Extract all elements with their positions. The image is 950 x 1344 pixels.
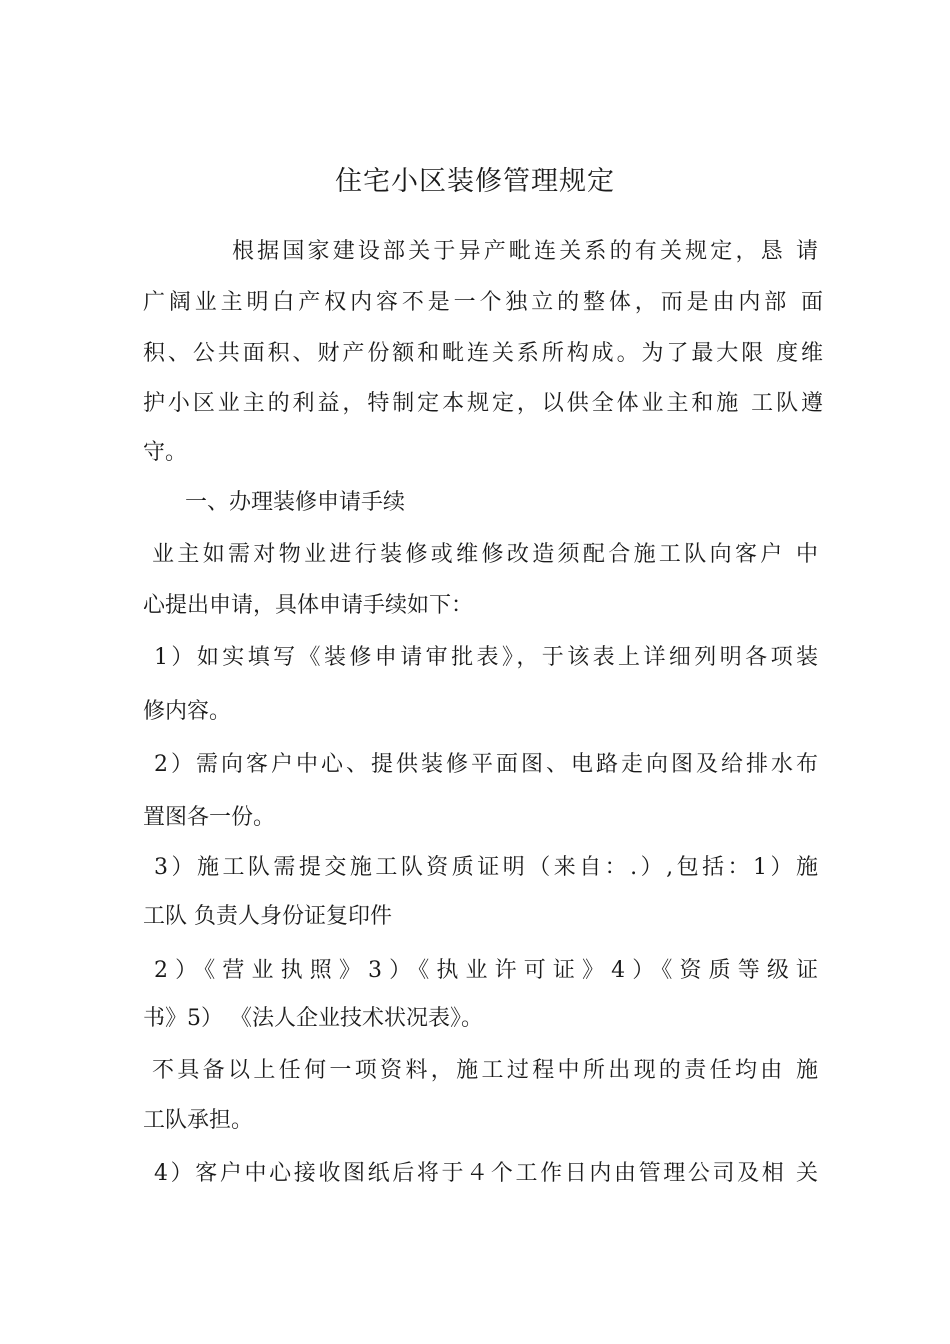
paragraph-line: 业主如需对物业进行装修或维修改造须配合施工队向客户 中 (152, 542, 818, 567)
list-item-line: 3）施工队需提交施工队资质证明（来自：.）,包括：1）施 (154, 855, 818, 880)
list-item-line: 4）客户中心接收图纸后将于４个工作日内由管理公司及相 关 (154, 1161, 818, 1186)
paragraph-line: 守。 (143, 440, 188, 465)
list-item-line: 修内容。 (143, 699, 232, 724)
list-item-line: 置图各一份。 (143, 805, 276, 830)
section-heading: 一、办理装修申请手续 (185, 490, 406, 515)
paragraph-line: 不具备以上任何一项资料，施工过程中所出现的责任均由 施 (152, 1058, 818, 1083)
paragraph-line: 积、公共面积、财产份额和毗连关系所构成。为了最大限 度维 (143, 341, 823, 366)
list-item-line: 2）《营业执照》3）《执业许可证》4）《资质等级证 (154, 958, 818, 983)
list-item-line: 1）如实填写《装修申请审批表》，于该表上详细列明各项装 (154, 645, 818, 670)
list-item-line: 2）需向客户中心、提供装修平面图、电路走向图及给排水布 (154, 752, 818, 777)
paragraph-line: 广阔业主明白产权内容不是一个独立的整体，而是由内部 面 (143, 290, 823, 315)
document-title: 住宅小区装修管理规定 (335, 166, 615, 197)
paragraph-line: 心提出申请，具体申请手续如下： (143, 593, 474, 618)
list-item-line: 工队 负责人身份证复印件 (143, 904, 392, 929)
paragraph-line: 护小区业主的利益，特制定本规定，以供全体业主和施 工队遵 (143, 391, 823, 416)
paragraph-line: 工队承担。 (143, 1108, 254, 1133)
list-item-line: 书》5） 《法人企业技术状况表》。 (143, 1006, 483, 1031)
paragraph-line: 根据国家建设部关于异产毗连关系的有关规定，恳 请 (232, 239, 818, 264)
